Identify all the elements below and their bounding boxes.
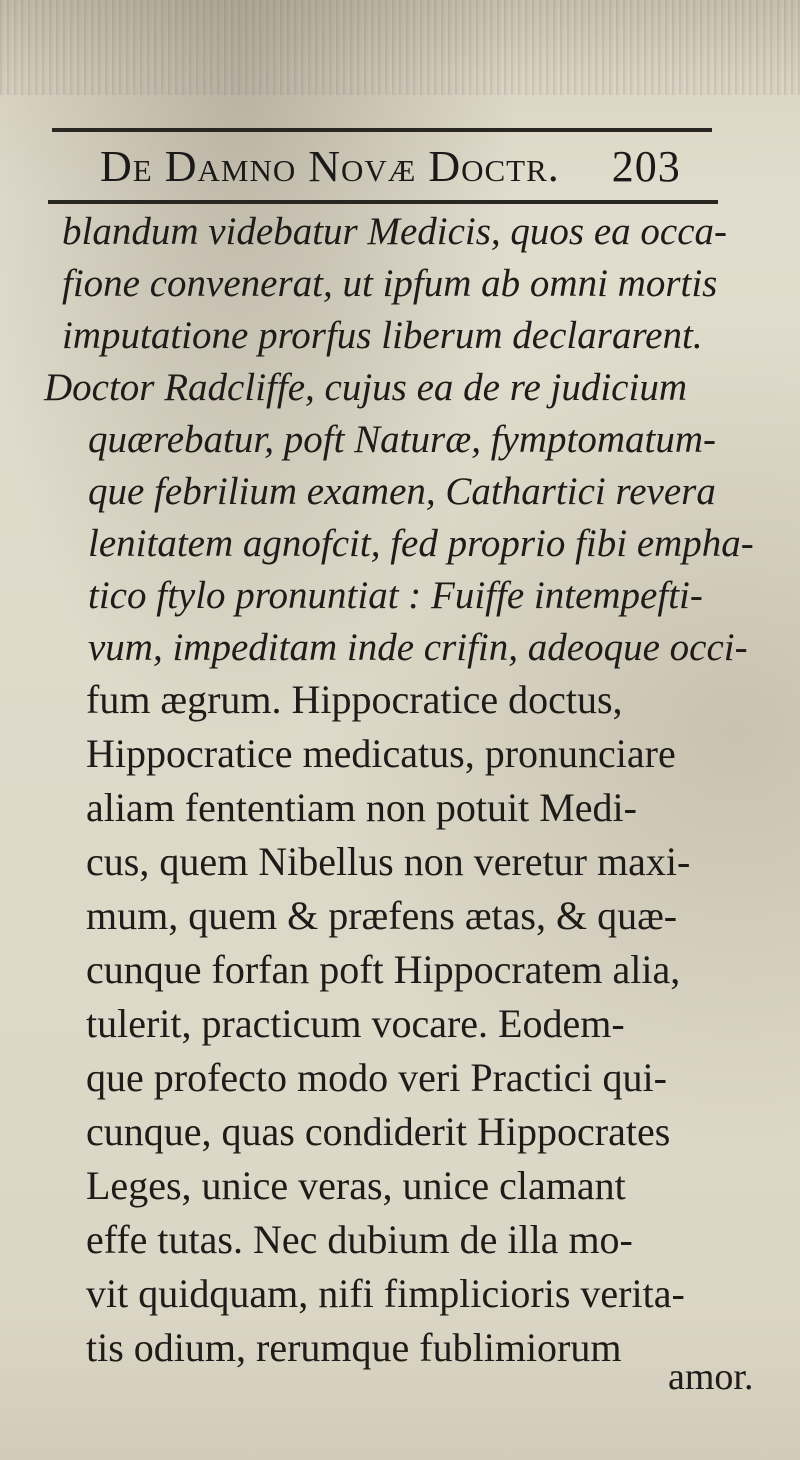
text-line: que profecto modo veri Practici qui- (86, 1055, 667, 1100)
text-line: lenitatem agnofcit, fed proprio fibi empha- (88, 522, 754, 565)
text-line: cunque forfan poft Hippocratem alia, (86, 947, 681, 992)
text-line: blandum videbatur Medicis, quos ea occa- (62, 210, 728, 253)
text-line: imputatione prorfus liberum declararent. (62, 314, 703, 357)
text-line: quærebatur, poft Naturæ, fymptomatum- (88, 418, 716, 461)
text-line: cus, quem Nibellus non veretur maxi- (86, 839, 691, 884)
text-line: Doctor Radcliffe, cujus ea de re judicium (44, 366, 687, 409)
text-line: fione convenerat, ut ipfum ab omni mortis (62, 262, 718, 305)
running-header (60, 136, 720, 196)
text-line: vit quidquam, nifi fimplicioris verita- (86, 1271, 685, 1316)
running-title: De Damno Novæ Doctr. (100, 141, 560, 191)
text-line: vum, impeditam inde crifin, adeoque occi- (88, 626, 748, 669)
header-rule-top (52, 128, 712, 132)
text-line: Hippocratice medicatus, pronunciare (86, 731, 676, 776)
text-line: Leges, unice veras, unice clamant (86, 1163, 626, 1208)
text-line: fum ægrum. Hippocratice doctus, (86, 677, 623, 722)
text-line: aliam fententiam non potuit Medi- (86, 785, 637, 830)
text-line: effe tutas. Nec dubium de illa mo- (86, 1217, 633, 1262)
text-line: tis odium, rerumque fublimiorum (86, 1325, 622, 1370)
catchword: amor. (668, 1356, 754, 1398)
previous-page-bleed (0, 0, 800, 95)
text-line: tulerit, practicum vocare. Eodem- (86, 1001, 625, 1046)
text-line: mum, quem & præfens ætas, & quæ- (86, 893, 678, 938)
text-line: que febrilium examen, Cathartici revera (88, 470, 716, 513)
text-line: cunque, quas condiderit Hippocrates (86, 1109, 671, 1154)
text-line: tico ftylo pronuntiat : Fuiffe intempefti- (88, 574, 703, 617)
page-number: 203 (611, 141, 681, 191)
header-rule-bottom (48, 200, 718, 204)
